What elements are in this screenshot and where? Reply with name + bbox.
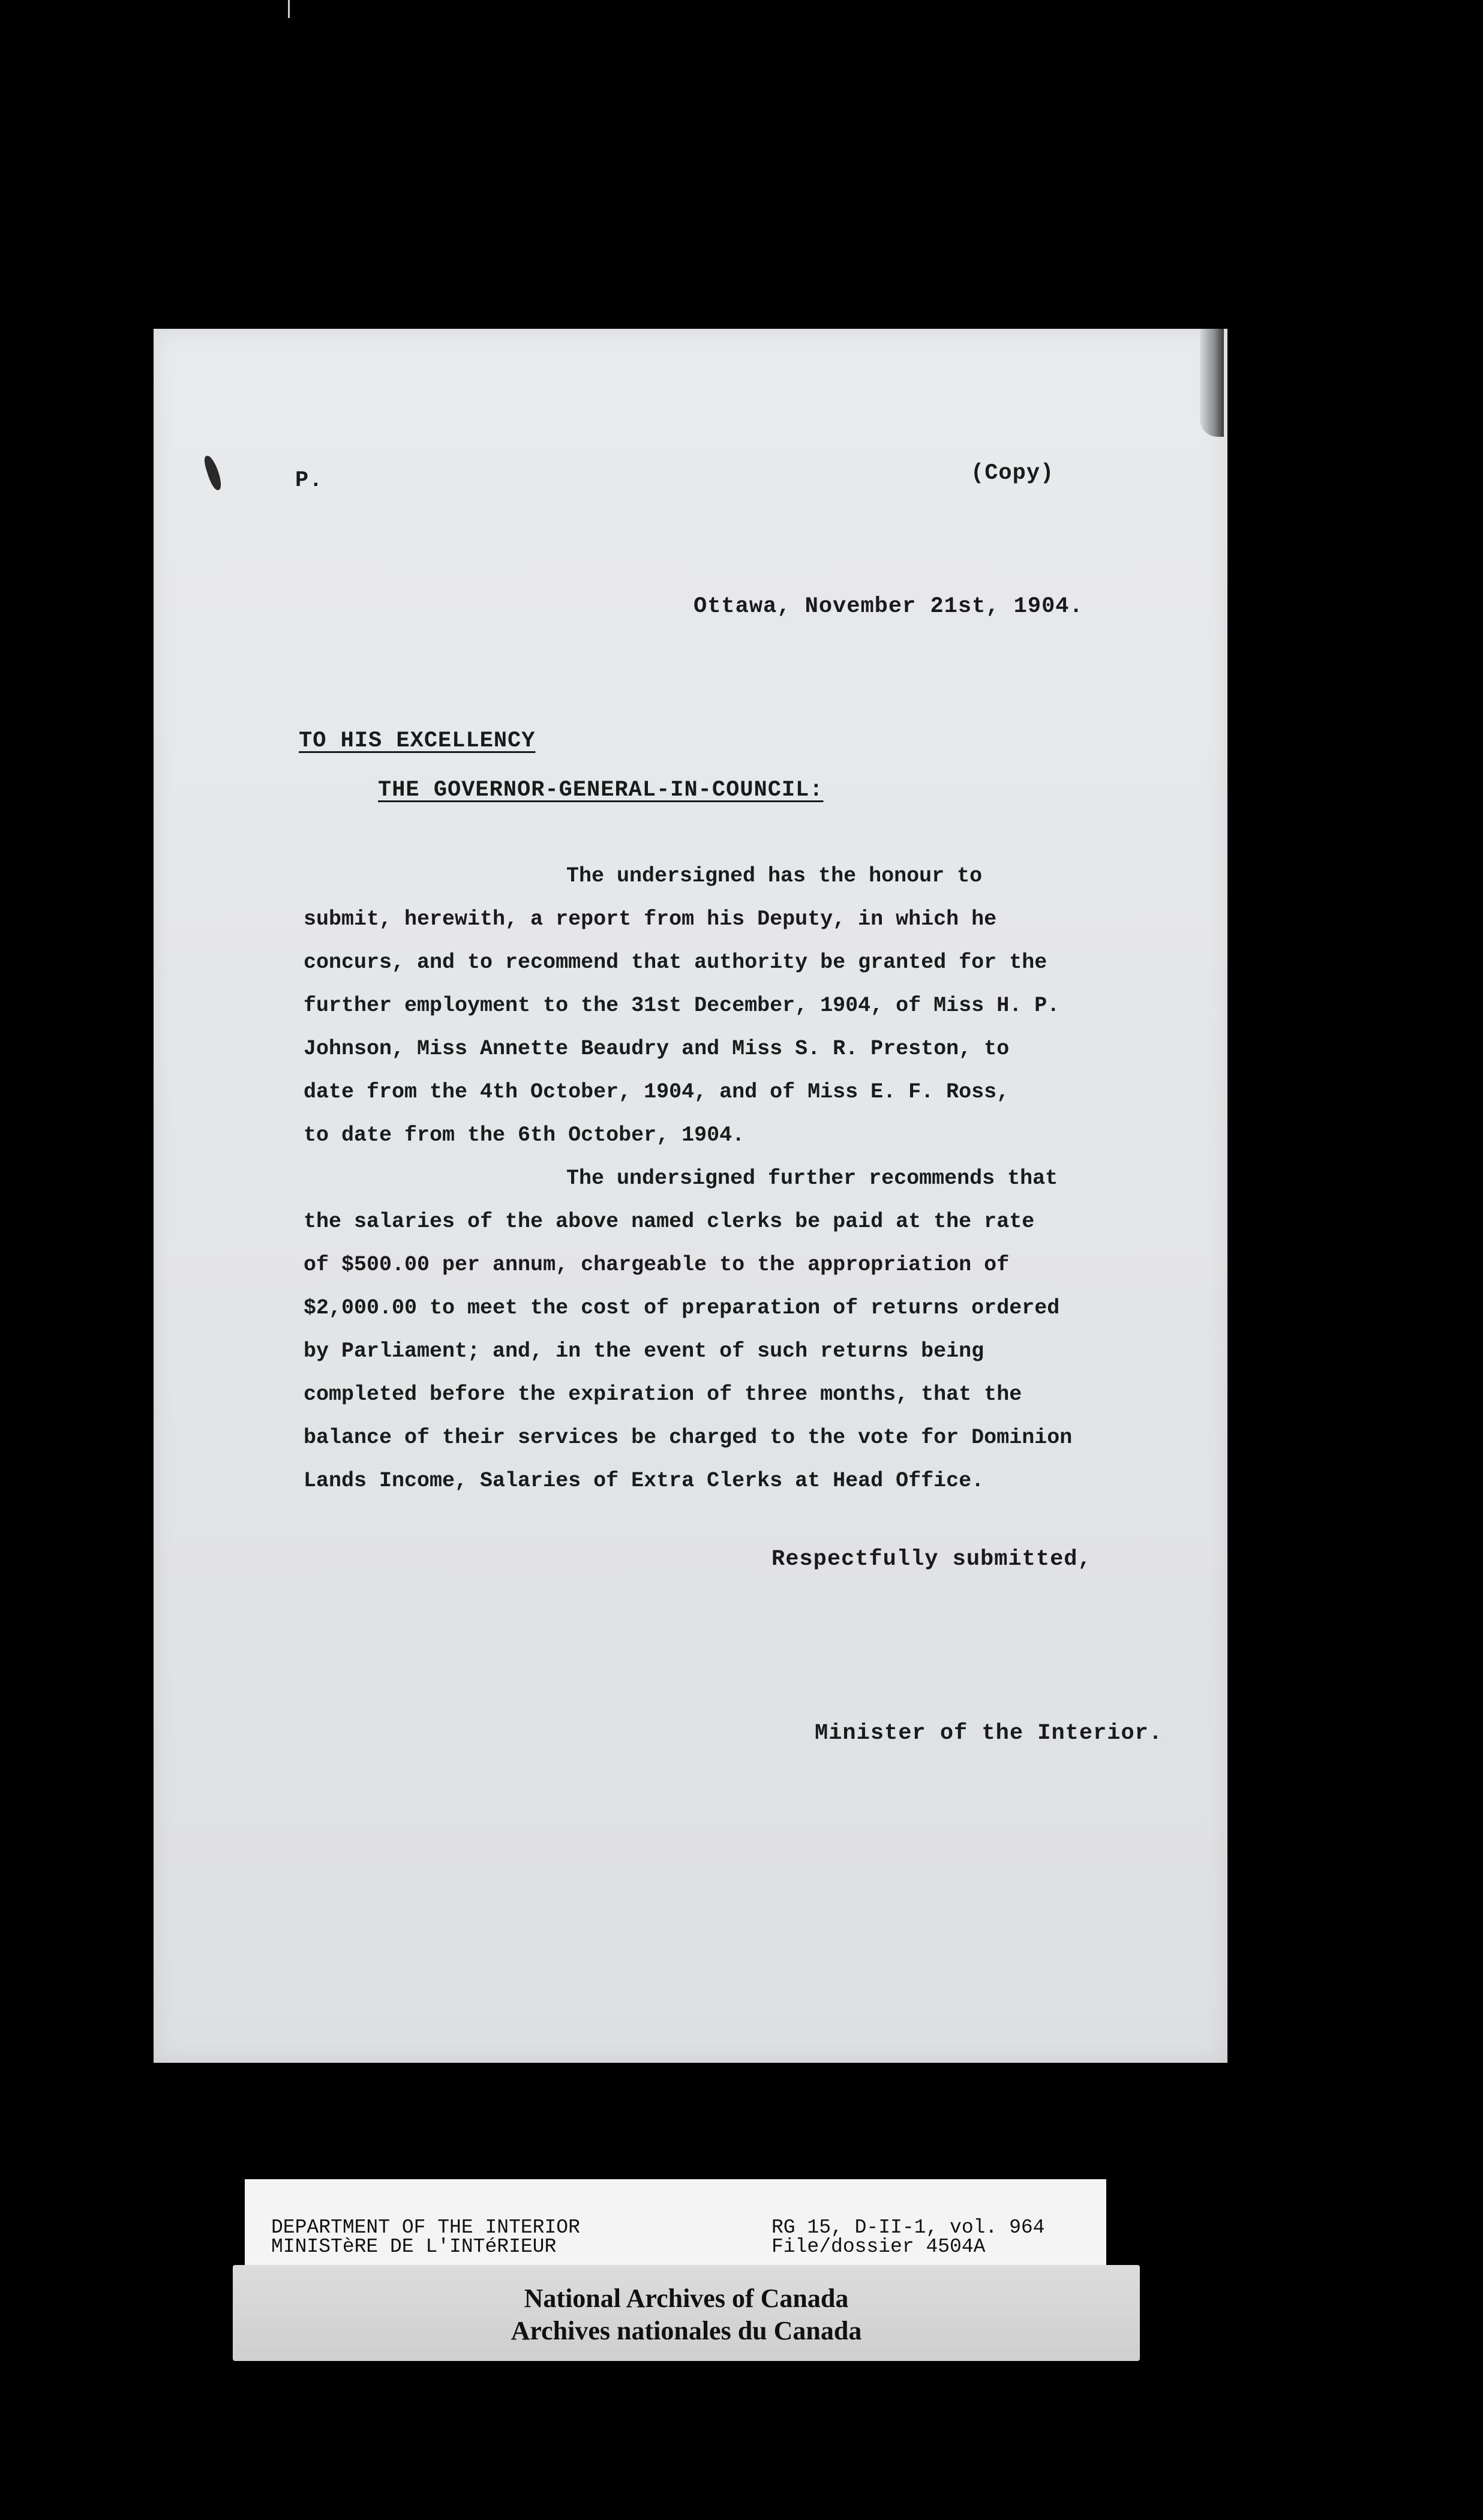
body-line: Lands Income, Salaries of Extra Clerks at Head Office.: [304, 1469, 984, 1493]
body-line: further employment to the 31st December, 1904, of Miss H. P.: [304, 994, 1060, 1018]
archives-name-english: National Archives of Canada: [524, 2284, 849, 2313]
body-line: The undersigned further recommends that: [566, 1166, 1058, 1190]
archive-reference-label: [245, 2179, 1106, 2269]
copy-mark: (Copy): [971, 461, 1055, 486]
body-line: by Parliament; and, in the event of such returns being: [304, 1339, 984, 1363]
body-line: of $500.00 per annum, chargeable to the appropriation of: [304, 1253, 1010, 1277]
reference-number: RG 15, D-II-1, vol. 964: [771, 2216, 1045, 2239]
body-line: The undersigned has the honour to: [566, 864, 983, 888]
page-curl: [1200, 329, 1224, 437]
punch-hole-mark: [202, 454, 224, 492]
body-line: submit, herewith, a report from his Deputy, in which he: [304, 907, 997, 931]
file-dossier-number: File/dossier 4504A: [771, 2236, 986, 2258]
body-line: date from the 4th October, 1904, and of Miss E. F. Ross,: [304, 1080, 1010, 1104]
department-english: DEPARTMENT OF THE INTERIOR: [271, 2216, 580, 2239]
body-line: concurs, and to recommend that authority be granted for the: [304, 950, 1047, 974]
file-mark: P.: [295, 468, 323, 493]
body-line: Johnson, Miss Annette Beaudry and Miss S. R. Preston, to: [304, 1037, 1010, 1061]
scan-edge-mark: [288, 0, 290, 18]
body-line: to date from the 6th October, 1904.: [304, 1123, 745, 1147]
body-line: the salaries of the above named clerks be paid at the rate: [304, 1210, 1035, 1234]
closing: Respectfully submitted,: [771, 1547, 1092, 1572]
department-french: MINISTèRE DE L'INTéRIEUR: [271, 2236, 557, 2258]
body-line: balance of their services be charged to the vote for Dominion: [304, 1426, 1073, 1450]
document-page: [154, 329, 1227, 2063]
archives-name-french: Archives nationales du Canada: [511, 2316, 862, 2345]
signature-title: Minister of the Interior.: [815, 1721, 1163, 1746]
body-line: $2,000.00 to meet the cost of preparation of returns ordered: [304, 1296, 1060, 1320]
dateline: Ottawa, November 21st, 1904.: [694, 594, 1083, 619]
addressee-line-1: TO HIS EXCELLENCY: [299, 728, 536, 754]
addressee-line-2: THE GOVERNOR-GENERAL-IN-COUNCIL:: [378, 778, 824, 803]
body-line: completed before the expiration of three months, that the: [304, 1382, 1022, 1406]
archives-name-label: [233, 2265, 1140, 2361]
